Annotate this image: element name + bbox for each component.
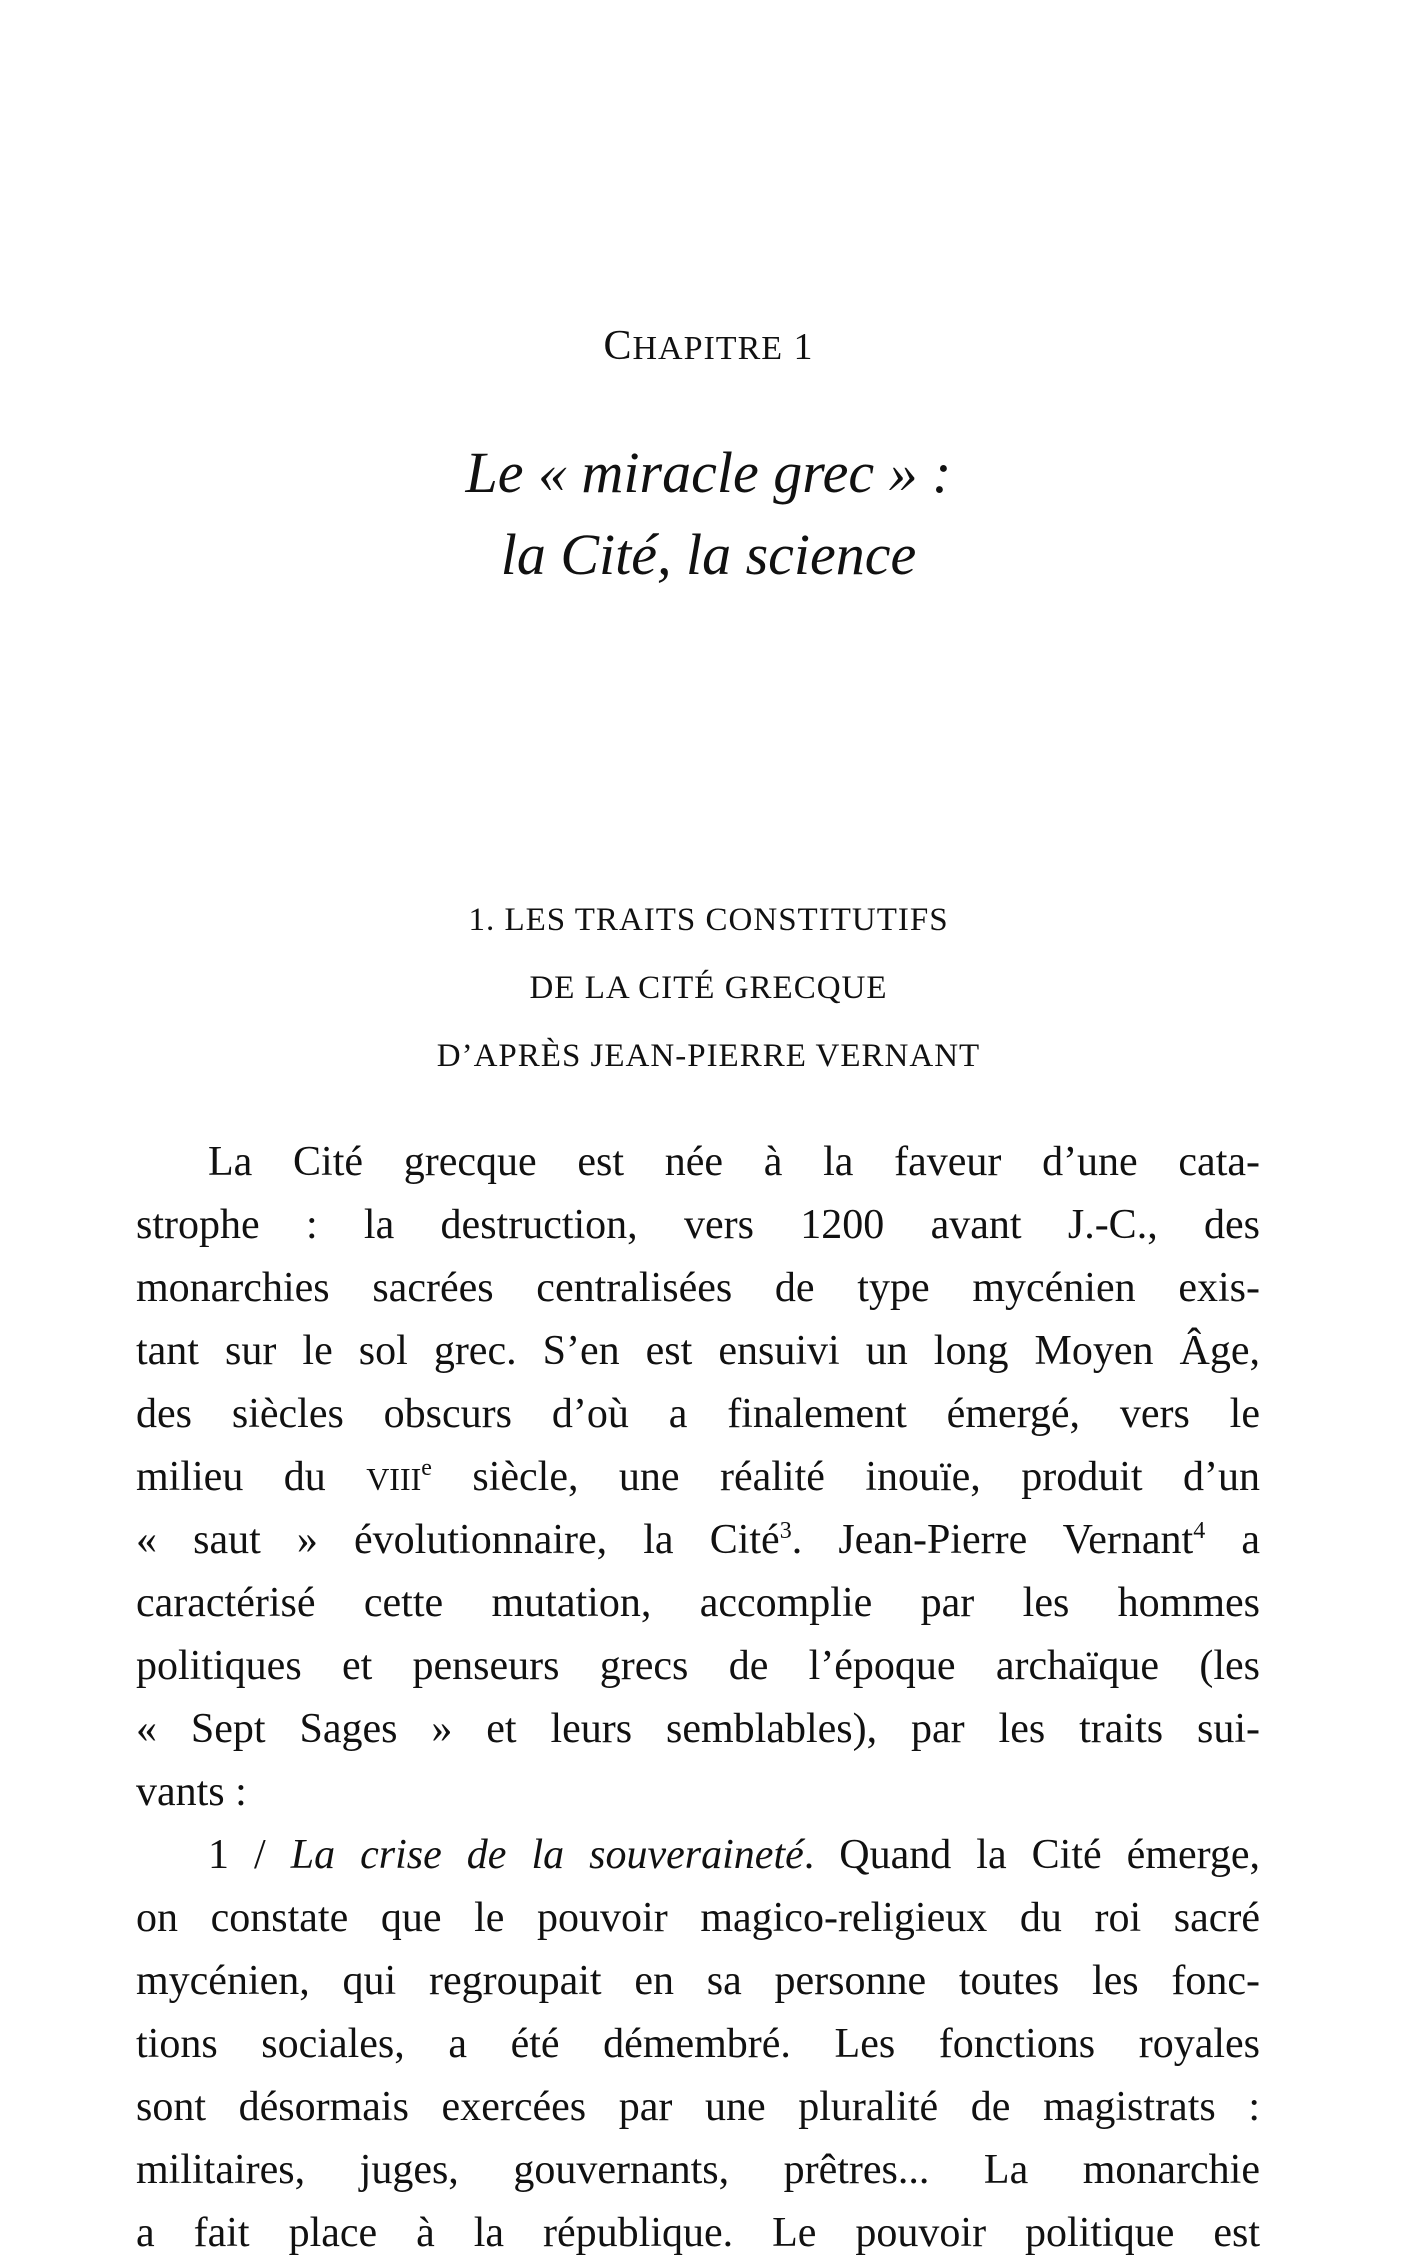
chapter-title-line-1: Le « miracle grec » : (465, 440, 952, 505)
text-line (136, 1446, 1260, 1509)
text-line: sont désormais exercées par une pluralité de magistrats : (136, 2084, 1260, 2130)
chapter-title-line-2: la Cité, la science (500, 522, 917, 587)
text-line (136, 1824, 1260, 1887)
footnote-ref[interactable]: 4 (1193, 1518, 1206, 1544)
text-line: politiques et penseurs grecs de l’époque archaïque (les (136, 1643, 1260, 1689)
text-fragment: siècle, une réalité inouïe, produit d’un (431, 1454, 1260, 1500)
text-line: tions sociales, a été démembré. Les fonctions royales (136, 2021, 1260, 2067)
list-number: 1 / (208, 1832, 291, 1878)
text-line: des siècles obscurs d’où a finalement émergé, vers le (136, 1391, 1260, 1437)
century-superscript: e (421, 1455, 432, 1481)
chapter-title (0, 432, 1417, 596)
text-fragment: . Quand la Cité émerge, (803, 1832, 1260, 1878)
text-line: La Cité grecque est née à la faveur d’une cata- (208, 1139, 1260, 1185)
text-fragment: . Jean-Pierre Vernant (791, 1517, 1194, 1563)
text-line: vants : (136, 1769, 247, 1815)
text-line: mycénien, qui regroupait en sa personne toutes les fonc- (136, 1958, 1260, 2004)
text-line: a fait place à la république. Le pouvoir politique est (136, 2210, 1260, 2256)
text-line: monarchies sacrées centralisées de type mycénien exis- (136, 1265, 1260, 1311)
text-line (136, 1509, 1260, 1572)
chapter-label-initial: C (603, 323, 633, 369)
chapter-number: 1 (793, 326, 814, 368)
section-heading-line-1: 1. LES TRAITS CONSTITUTIFS (468, 902, 949, 938)
section-heading-line-2: DE LA CITÉ GRECQUE (529, 970, 888, 1006)
text-line: tant sur le sol grec. S’en est ensuivi un long Moyen Âge, (136, 1328, 1260, 1374)
text-line: on constate que le pouvoir magico-religieux du roi sacré (136, 1895, 1260, 1941)
text-fragment: « saut » évolutionnaire, la Cité (136, 1517, 780, 1563)
text-fragment: milieu du (136, 1454, 367, 1500)
chapter-label-rest: HAPITRE (632, 330, 784, 367)
section-heading-line-3: D’APRÈS JEAN-PIERRE VERNANT (436, 1038, 981, 1074)
century-numeral: VIII (366, 1461, 422, 1497)
text-line: caractérisé cette mutation, accomplie par les hommes (136, 1580, 1260, 1626)
chapter-label (0, 322, 1417, 370)
body-text (136, 1131, 1260, 2265)
text-line: strophe : la destruction, vers 1200 avant J.-C., des (136, 1202, 1260, 1248)
text-line: militaires, juges, gouvernants, prêtres... La monarchie (136, 2147, 1260, 2193)
text-line: « Sept Sages » et leurs semblables), par les traits sui- (136, 1706, 1260, 1752)
text-fragment: a (1205, 1517, 1260, 1563)
section-heading (0, 886, 1417, 1090)
italic-term: La crise de la souveraineté (290, 1832, 804, 1878)
footnote-ref[interactable]: 3 (779, 1518, 792, 1544)
